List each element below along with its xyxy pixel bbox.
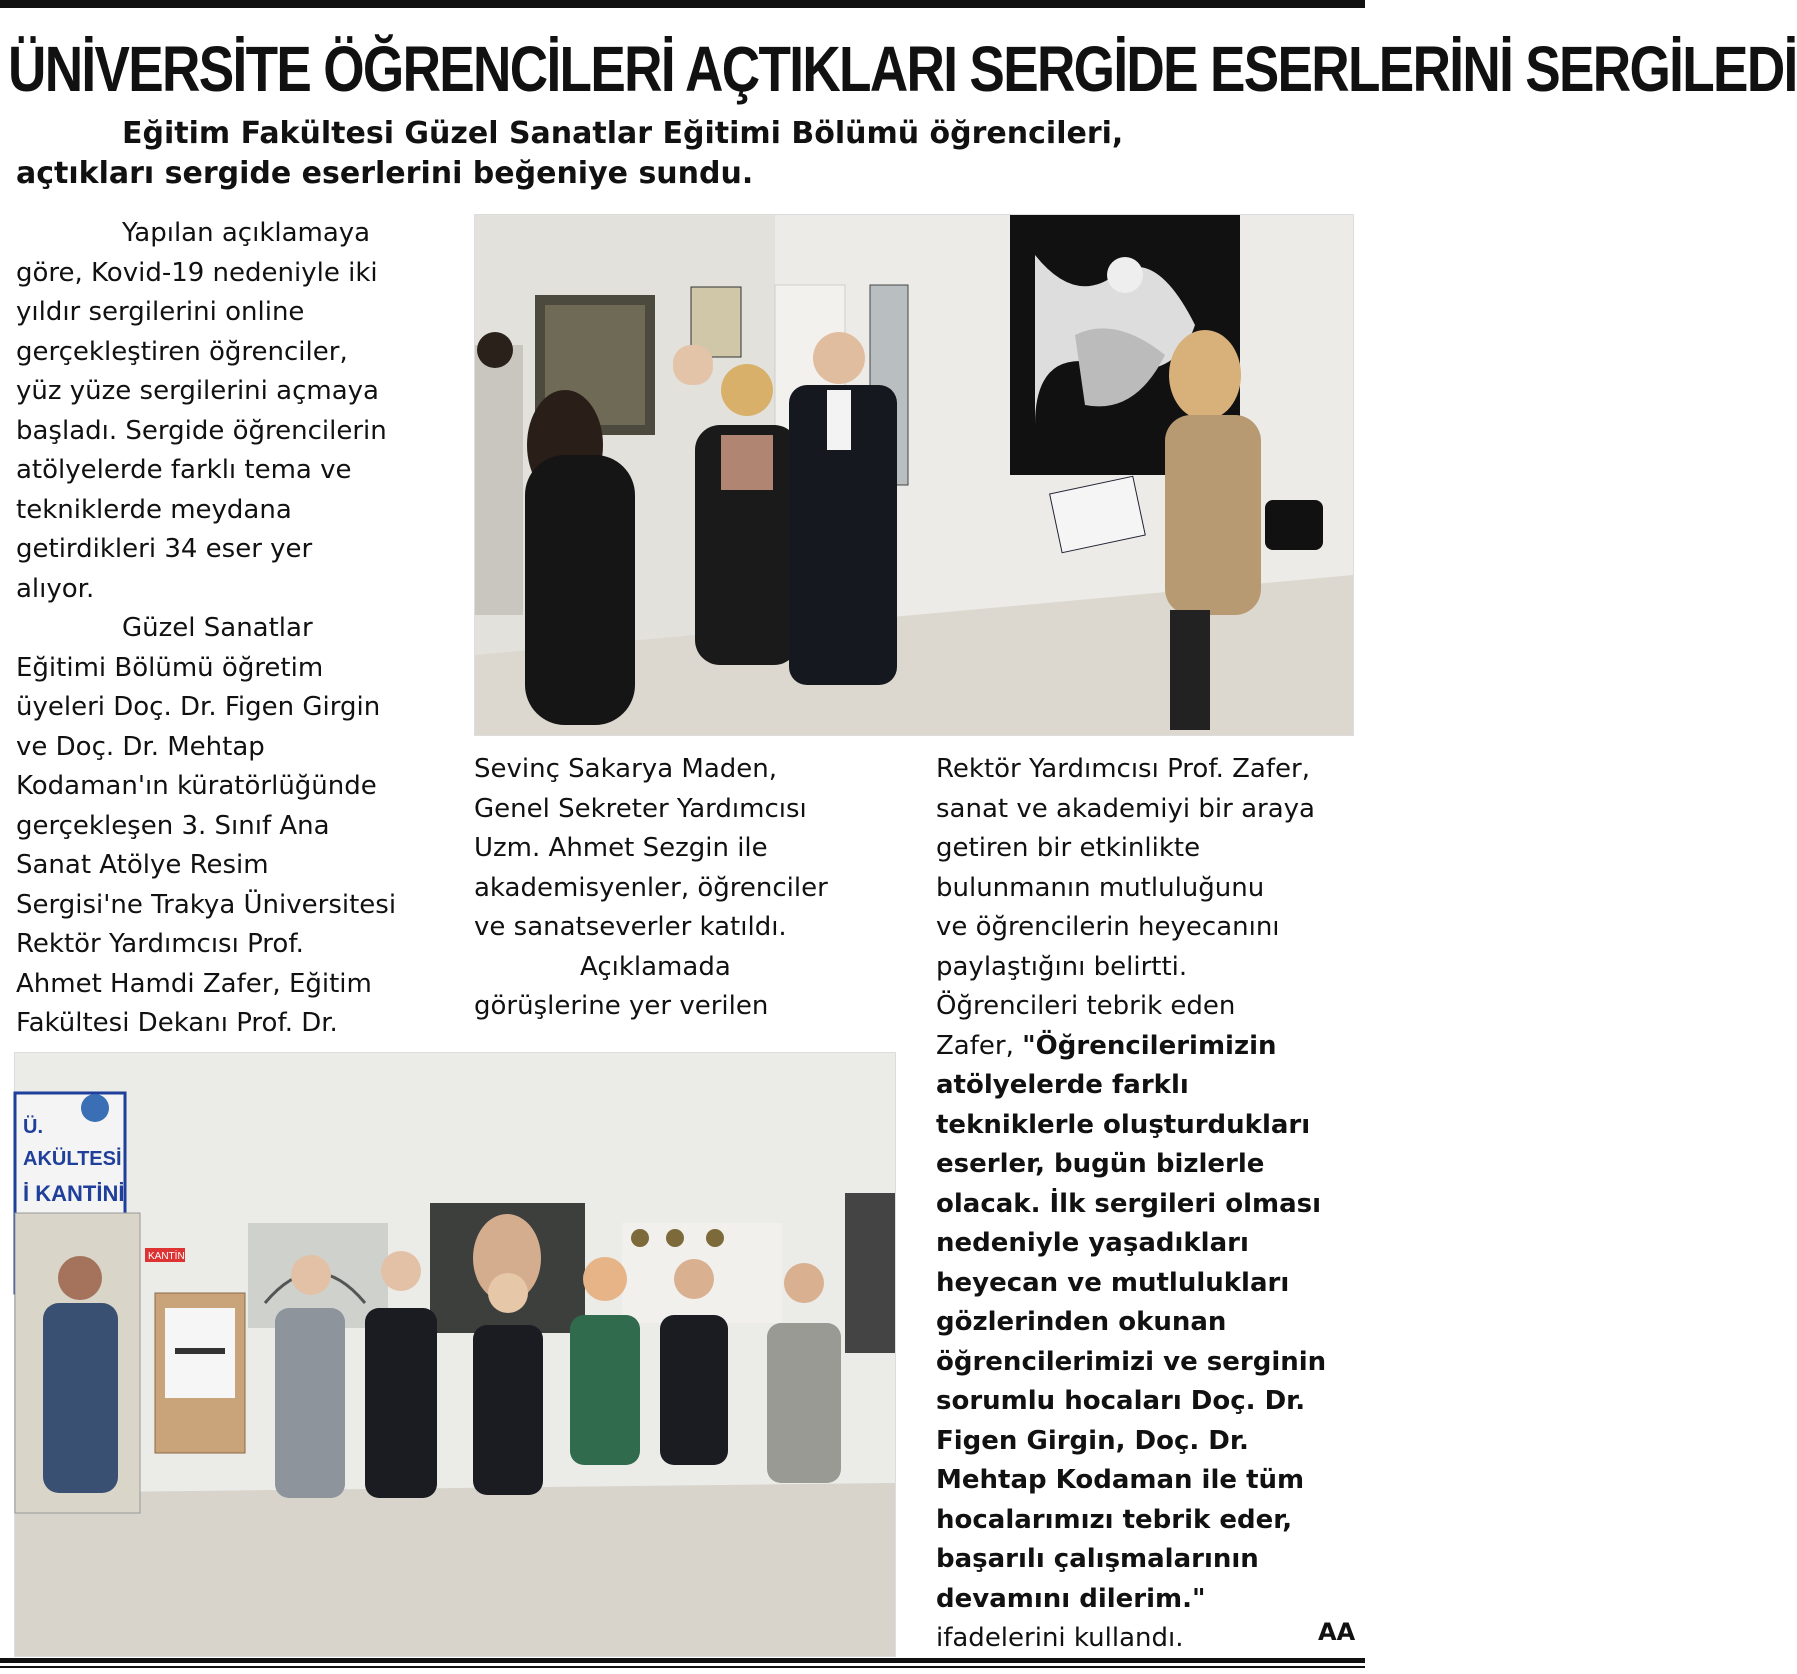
photo-gallery-visit — [474, 214, 1354, 736]
sign-text-1: Ü. — [23, 1116, 43, 1138]
text-line: Açıklamada — [580, 951, 731, 982]
text-line: Uzm. Ahmet Sezgin ile — [474, 833, 768, 863]
text-line: Eğitimi Bölümü öğretim — [16, 652, 324, 683]
subtitle-line-2: açtıkları sergide eserlerini beğeniye sundu. — [16, 156, 754, 191]
quote-line: eserler, bugün bizlerle — [936, 1149, 1265, 1179]
quote-line: Mehtap Kodaman ile tüm — [936, 1465, 1305, 1495]
text-line: ve sanatseverler katıldı. — [474, 912, 787, 942]
text-line: getiren bir etkinlikte — [936, 833, 1201, 863]
text-line: göre, Kovid-19 nedeniyle iki — [16, 257, 378, 288]
bottom-rule-thin — [0, 1666, 1365, 1668]
column-2 — [474, 750, 904, 1027]
column-3 — [936, 750, 1356, 1659]
bottom-rule — [0, 1658, 1365, 1663]
headline: ÜNİVERSİTE ÖĞRENCİLERİ AÇTIKLARI SERGİDE ESERLERİNİ SERGİLEDİ — [8, 33, 1797, 105]
quote-line: öğrencilerimizi ve serginin — [936, 1346, 1327, 1377]
text-line: Güzel Sanatlar — [122, 613, 313, 643]
text-line — [936, 1027, 1356, 1067]
text-line: Kodaman'ın küratörlüğünde — [16, 771, 377, 801]
quote-line: başarılı çalışmalarının — [936, 1544, 1259, 1574]
text-line: Yapılan açıklamaya — [122, 218, 371, 248]
quote-line: sorumlu hocaları Doç. Dr. — [936, 1386, 1306, 1416]
text-line: ve Doç. Dr. Mehtap — [16, 731, 265, 762]
text-line: üyeleri Doç. Dr. Figen Girgin — [16, 692, 381, 722]
text-fragment: Zafer, — [936, 1030, 1023, 1061]
photo-gallery-visit-image — [475, 215, 1353, 735]
quote-line: tekniklerle oluşturdukları — [936, 1109, 1311, 1140]
text-line: Sevinç Sakarya Maden, — [474, 754, 777, 784]
kantin-label: KANTİN — [148, 1251, 185, 1262]
text-line: Öğrencileri tebrik eden — [936, 991, 1236, 1021]
text-line: gerçekleştiren öğrenciler, — [16, 336, 348, 367]
photo-group-image — [15, 1053, 895, 1656]
text-line: başladı. Sergide öğrencilerin — [16, 415, 387, 446]
text-line: getirdikleri 34 eser yer — [16, 534, 313, 564]
text-line: Sergisi'ne Trakya Üniversitesi — [16, 889, 397, 920]
text-line: tekniklerde meydana — [16, 494, 292, 525]
text-line: yüz yüze sergilerini açmaya — [16, 376, 379, 406]
text-line: paylaştığını belirtti. — [936, 951, 1188, 982]
quote-line: devamını dilerim." — [936, 1583, 1206, 1614]
text-line: sanat ve akademiyi bir araya — [936, 793, 1315, 824]
subtitle-line-1: Eğitim Fakültesi Güzel Sanatlar Eğitimi Bölümü öğrencileri, — [122, 116, 1124, 151]
text-line: ve öğrencilerin heyecanını — [936, 912, 1280, 942]
column-1 — [16, 214, 436, 1044]
sign-text-3: İ KANTİNİ — [23, 1181, 125, 1206]
quote-line: gözlerinden okunan — [936, 1307, 1227, 1337]
quote-line: heyecan ve mutlulukları — [936, 1267, 1290, 1298]
quote-line: Figen Girgin, Doç. Dr. — [936, 1425, 1249, 1456]
text-line: bulunmanın mutluluğunu — [936, 872, 1265, 903]
text-line: atölyelerde farklı tema ve — [16, 455, 352, 485]
quote-line: atölyelerde farklı — [936, 1070, 1189, 1100]
subtitle — [16, 114, 1356, 194]
text-line: görüşlerine yer verilen — [474, 991, 769, 1021]
top-rule — [0, 0, 1365, 8]
text-line: yıldır sergilerini online — [16, 297, 305, 327]
sign-text-2: AKÜLTESİ — [23, 1148, 122, 1170]
source-credit: AA — [1318, 1618, 1356, 1646]
quote-line: hocalarımızı tebrik eder, — [936, 1504, 1293, 1535]
text-line: gerçekleşen 3. Sınıf Ana — [16, 810, 330, 841]
photo-group — [14, 1052, 896, 1657]
text-line: ifadelerini kullandı. — [936, 1623, 1184, 1653]
text-line: alıyor. — [16, 573, 95, 604]
quote-line: nedeniyle yaşadıkları — [936, 1228, 1249, 1258]
quote-start: "Öğrencilerimizin — [1022, 1030, 1277, 1061]
quote-line: olacak. İlk sergileri olması — [936, 1188, 1322, 1219]
text-line: Ahmet Hamdi Zafer, Eğitim — [16, 968, 372, 999]
text-line: Genel Sekreter Yardımcısı — [474, 793, 807, 824]
text-line: Rektör Yardımcısı Prof. Zafer, — [936, 754, 1310, 784]
text-line: Sanat Atölye Resim — [16, 850, 269, 880]
text-line: Fakültesi Dekanı Prof. Dr. — [16, 1008, 338, 1038]
text-line: Rektör Yardımcısı Prof. — [16, 929, 304, 959]
text-line: akademisyenler, öğrenciler — [474, 872, 828, 903]
